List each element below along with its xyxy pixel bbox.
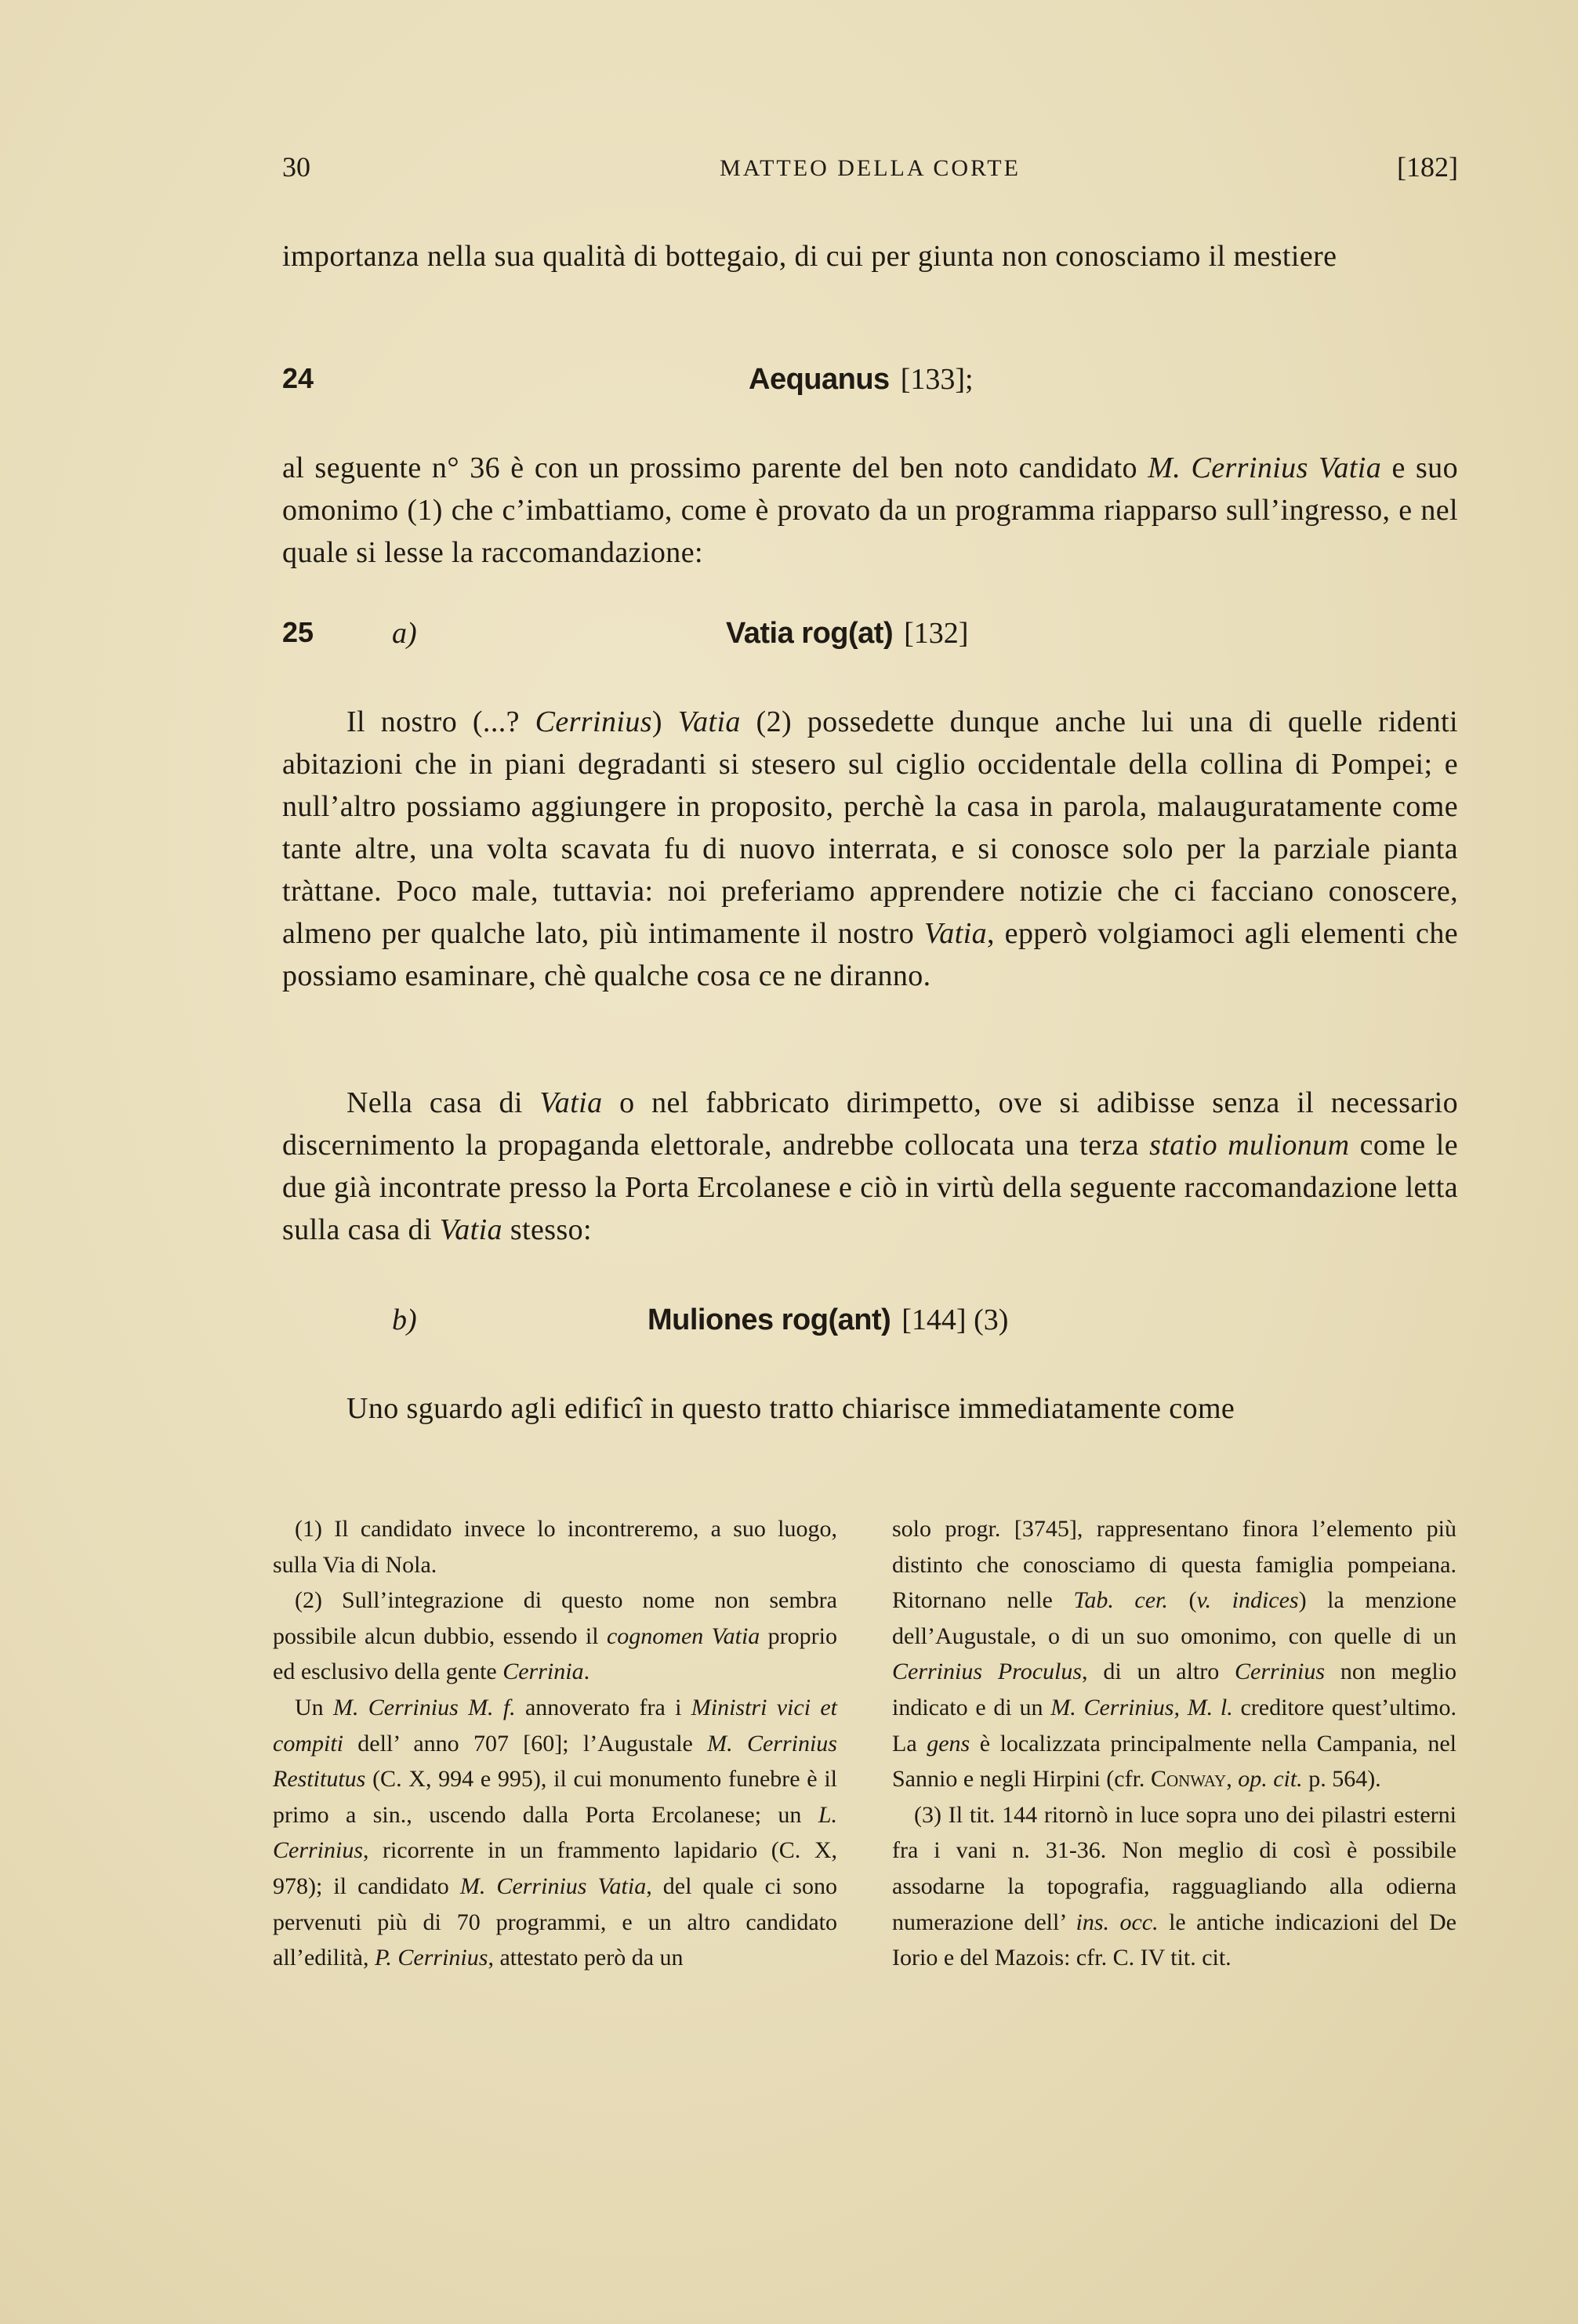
text-run: Il nostro (...? <box>346 705 535 738</box>
paragraph-5: Uno sguardo agli edificî in questo tratto chiarisce immediatamente come <box>346 1392 1235 1425</box>
text-run: annoverato fra i <box>515 1694 691 1720</box>
footnote-2-continued <box>273 1690 837 1976</box>
italic-name: Vatia <box>439 1213 502 1246</box>
text-run: , <box>1226 1766 1239 1793</box>
italic-phrase: statio mulionum <box>1149 1129 1350 1162</box>
text-run: e suo omonimo (1) che c’imbattiamo, come è provato da un programma riapparso sull’ingresso, e nel quale si lesse la raccomandazione: <box>282 451 1458 569</box>
text-run: , epperò volgiamoci agli elementi che possiamo esaminare, chè qualche cosa ce ne diranno. <box>282 917 1458 992</box>
text-run: è localizzata principalmente nella Campania, nel Sannio e negli Hirpini (cfr. <box>892 1730 1456 1793</box>
running-header <box>282 150 1458 190</box>
italic-term: gens <box>927 1730 970 1757</box>
entry-25b <box>282 1303 1458 1350</box>
italic-name: Cerrinius <box>535 705 652 738</box>
italic-name: Cerrinius <box>1235 1659 1326 1685</box>
text-run: o nel fabbricato dirimpetto, ove si adibisse senza il necessario discernimento la propaganda elettorale, andrebbe collocata una terza <box>282 1086 1458 1162</box>
text-run: , di un altro <box>1082 1659 1235 1685</box>
footnote-1: (1) Il candidato invece lo incontreremo, a suo luogo, sulla Via di Nola. <box>273 1516 837 1578</box>
text-run: ( <box>1167 1587 1197 1614</box>
author-name: Conway <box>1150 1766 1227 1793</box>
text-run: ) la menzione dell’Augustale, o di un suo omonimo, con quelle di un <box>892 1587 1456 1649</box>
footnotes-right-column <box>892 1511 1456 1976</box>
page-number: 30 <box>282 151 310 183</box>
text-run: , ricorrente in un frammento lapidario (C. X, 978); il candidato <box>273 1837 837 1899</box>
text-run: non meglio indicato e di un <box>892 1659 1456 1720</box>
italic-name: P. Cerrinius <box>374 1945 488 1971</box>
text-run: (C. X, 994 e 995), il cui monumento funebre è il primo a sin., uscendo dalla Porta Ercolanese; un <box>273 1766 837 1828</box>
entry-number: 25 <box>282 616 314 648</box>
entry-ref: [133]; <box>900 363 974 396</box>
paragraph-4 <box>282 1082 1458 1251</box>
entry-name: Aequanus <box>749 363 890 396</box>
italic-name: M. Cerrinius Vatia <box>459 1873 647 1899</box>
italic-term: v. indices <box>1196 1587 1299 1614</box>
text-run: come le due già incontrate presso la Porta Ercolanese e ciò in virtù della seguente raccomandazione letta sulla casa di <box>282 1129 1458 1246</box>
italic-term: op. cit. <box>1238 1766 1303 1793</box>
footnote-2-end <box>892 1511 1456 1797</box>
footnotes <box>273 1511 1456 2076</box>
running-title: MATTEO DELLA CORTE <box>720 155 1021 181</box>
italic-term: cognomen Vatia <box>606 1622 760 1649</box>
footnote-2 <box>273 1583 837 1690</box>
text-run: . <box>583 1659 590 1685</box>
paragraph-3-block <box>282 701 1458 997</box>
paragraph-1: importanza nella sua qualità di bottegaio, di cui per giunta non conosciamo il mestiere <box>282 240 1337 273</box>
entry-ref: [132] <box>904 617 969 650</box>
italic-name: Vatia <box>677 705 741 738</box>
text-run: (2) possedette dunque anche lui una di quelle ridenti abitazioni che in piani degradanti si stesero sul ciglio occidentale della collina di Pompei; e null’altro possiamo aggiungere in proposito, perchè la casa in parola, malauguratamente come tante altre, una volta scavata fu di nuovo interrata, e si conosce solo per la parziale pianta tràttane. Poco male, tuttavia: noi preferiamo apprendere notizie che ci facciano conoscere, almeno per qualche lato, più intimamente il nostro <box>282 705 1458 950</box>
italic-term: Ministri vici et compiti <box>273 1694 837 1757</box>
italic-name: Cerrinius Proculus <box>892 1659 1083 1685</box>
entry-name: Muliones rog(ant) <box>648 1303 891 1336</box>
italic-name: M. Cerrinius Restitutus <box>273 1730 837 1793</box>
entry-number: 24 <box>282 362 314 394</box>
italic-name: L. Cerrinius <box>273 1801 837 1864</box>
text-run: al seguente n° 36 è con un prossimo parente del ben noto candidato <box>282 451 1148 484</box>
entry-25a <box>282 616 1458 663</box>
italic-term: ins. occ. <box>1076 1909 1159 1935</box>
entry-24 <box>282 362 1458 409</box>
entry-name: Vatia rog(at) <box>726 617 894 650</box>
paragraph-2 <box>282 447 1458 574</box>
text-run: p. 564). <box>1302 1766 1381 1793</box>
text-run: (3) Il tit. 144 ritornò in luce sopra uno dei pilastri esterni fra i vani n. 31-36. Non meglio di così è possibile assodarne la topografia, ragguagliando alla odierna numerazione dell’ <box>892 1801 1456 1935</box>
text-run: Un <box>295 1694 333 1720</box>
entry-letter: b) <box>392 1303 417 1336</box>
text-run: dell’ anno 707 [60]; l’Augustale <box>343 1730 708 1757</box>
entry-ref: [144] (3) <box>901 1303 1009 1336</box>
text-run: creditore quest’ultimo. La <box>892 1694 1456 1757</box>
entry-title <box>648 1303 1008 1337</box>
text-run: le antiche indicazioni del De Iorio e del Mazois: cfr. C. IV tit. cit. <box>892 1909 1456 1971</box>
italic-name: Vatia <box>923 917 988 950</box>
text-run: , del quale ci sono pervenuti più di 70 programmi, e un altro candidato all’edilità, <box>273 1873 837 1971</box>
paragraph-2-block <box>282 447 1458 574</box>
footnotes-left-column <box>273 1511 837 1976</box>
italic-name: Vatia <box>539 1086 603 1119</box>
paragraph-5-block <box>282 1387 1458 1430</box>
italic-term: Cerrinia <box>502 1659 584 1685</box>
paragraph-4-block <box>282 1082 1458 1251</box>
bracket-page-number: [182] <box>1397 151 1458 183</box>
footnote-3 <box>892 1797 1456 1976</box>
italic-name: M. Cerrinius M. f. <box>332 1694 516 1720</box>
text-run: stesso: <box>502 1213 592 1246</box>
entry-title <box>749 362 974 397</box>
text-run: , attestato però da un <box>488 1945 684 1971</box>
paragraph-3 <box>282 701 1458 997</box>
text-run: (2) Sull’integrazione di questo nome non sembra possibile alcun dubbio, essendo il <box>273 1587 837 1649</box>
text-run: proprio ed esclusivo della gente <box>273 1622 837 1685</box>
entry-letter: a) <box>392 617 417 650</box>
text-run: Nella casa di <box>346 1086 540 1119</box>
text-run: ) <box>651 705 678 738</box>
entry-title <box>726 616 968 651</box>
paragraph-1-block <box>282 235 1458 277</box>
italic-name: M. Cerrinius, M. l. <box>1050 1694 1233 1720</box>
italic-name: M. Cerrinius Vatia <box>1148 451 1382 484</box>
italic-term: Tab. cer. <box>1073 1587 1168 1614</box>
text-run: solo progr. [3745], rappresentano finora l’elemento più distinto che conosciamo di questa famiglia pompeiana. Ritornano nelle <box>892 1516 1456 1614</box>
